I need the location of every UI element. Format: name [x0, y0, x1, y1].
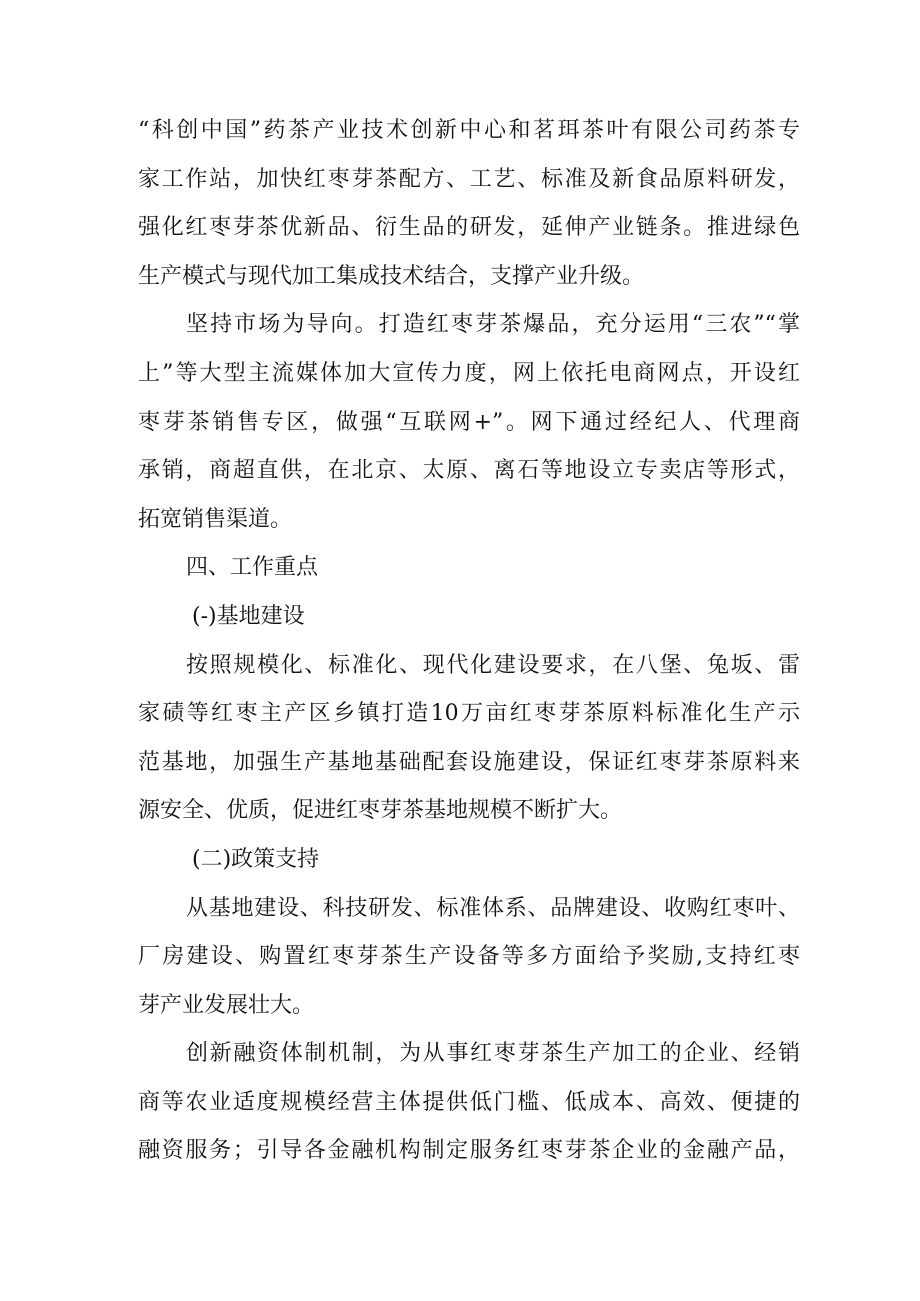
paragraph-line: 融资服务；引导各金融机构制定服务红枣芽茶企业的金融产品，: [138, 1138, 800, 1164]
subsection-heading: (二)政策支持: [192, 846, 320, 872]
paragraph-line: 按照规模化、标准化、现代化建设要求，在八堡、兔坂、雷: [186, 652, 800, 678]
paragraph-line: 芽产业发展壮大。: [138, 992, 315, 1018]
paragraph-line: “科创中国”药茶产业技术创新中心和茗珥茶叶有限公司药茶专: [138, 118, 800, 143]
paragraph-line: 枣芽茶销售专区，做强“互联网+”。网下通过经纪人、代理商: [138, 409, 800, 435]
paragraph-line: 范基地，加强生产基地基础配套设施建设，保证红枣芽茶原料来: [138, 749, 800, 775]
paragraph-line: 家碛等红枣主产区乡镇打造10万亩红枣芽茶原料标准化生产示: [138, 701, 800, 727]
paragraph-line: 家工作站，加快红枣芽茶配方、工艺、标准及新食品原料研发，: [138, 166, 800, 192]
paragraph-line: 创新融资体制机制，为从事红枣芽茶生产加工的企业、经销: [186, 1041, 800, 1067]
paragraph-line: 拓宽销售渠道。: [138, 506, 293, 532]
paragraph-line: 承销，商超直供，在北京、太原、离石等地设立专卖店等形式，: [138, 458, 800, 484]
paragraph-line: 上”等大型主流媒体加大宣传力度，网上依托电商网点，开设红: [138, 360, 800, 386]
paragraph-line: 坚持市场为导向。打造红枣芽茶爆品，充分运用“三农”“掌: [186, 312, 800, 338]
paragraph-line: 厂房建设、购置红枣芽茶生产设备等多方面给予奖励,支持红枣: [138, 944, 800, 970]
paragraph-line: 从基地建设、科技研发、标准体系、品牌建设、收购红枣叶、: [186, 895, 800, 921]
paragraph-line: 生产模式与现代加工集成技术结合，支撑产业升级。: [138, 263, 645, 289]
paragraph-line: 源安全、优质，促进红枣芽茶基地规模不断扩大。: [138, 798, 623, 824]
section-heading: 四、工作重点: [186, 555, 319, 581]
document-body: [138, 107, 800, 1176]
paragraph-line: 强化红枣芽茶优新品、衍生品的研发，延伸产业链条。推进绿色: [138, 215, 800, 241]
subsection-heading: (-)基地建设: [192, 603, 305, 629]
paragraph-line: 商等农业适度规模经营主体提供低门槛、低成本、高效、便捷的: [138, 1089, 800, 1115]
